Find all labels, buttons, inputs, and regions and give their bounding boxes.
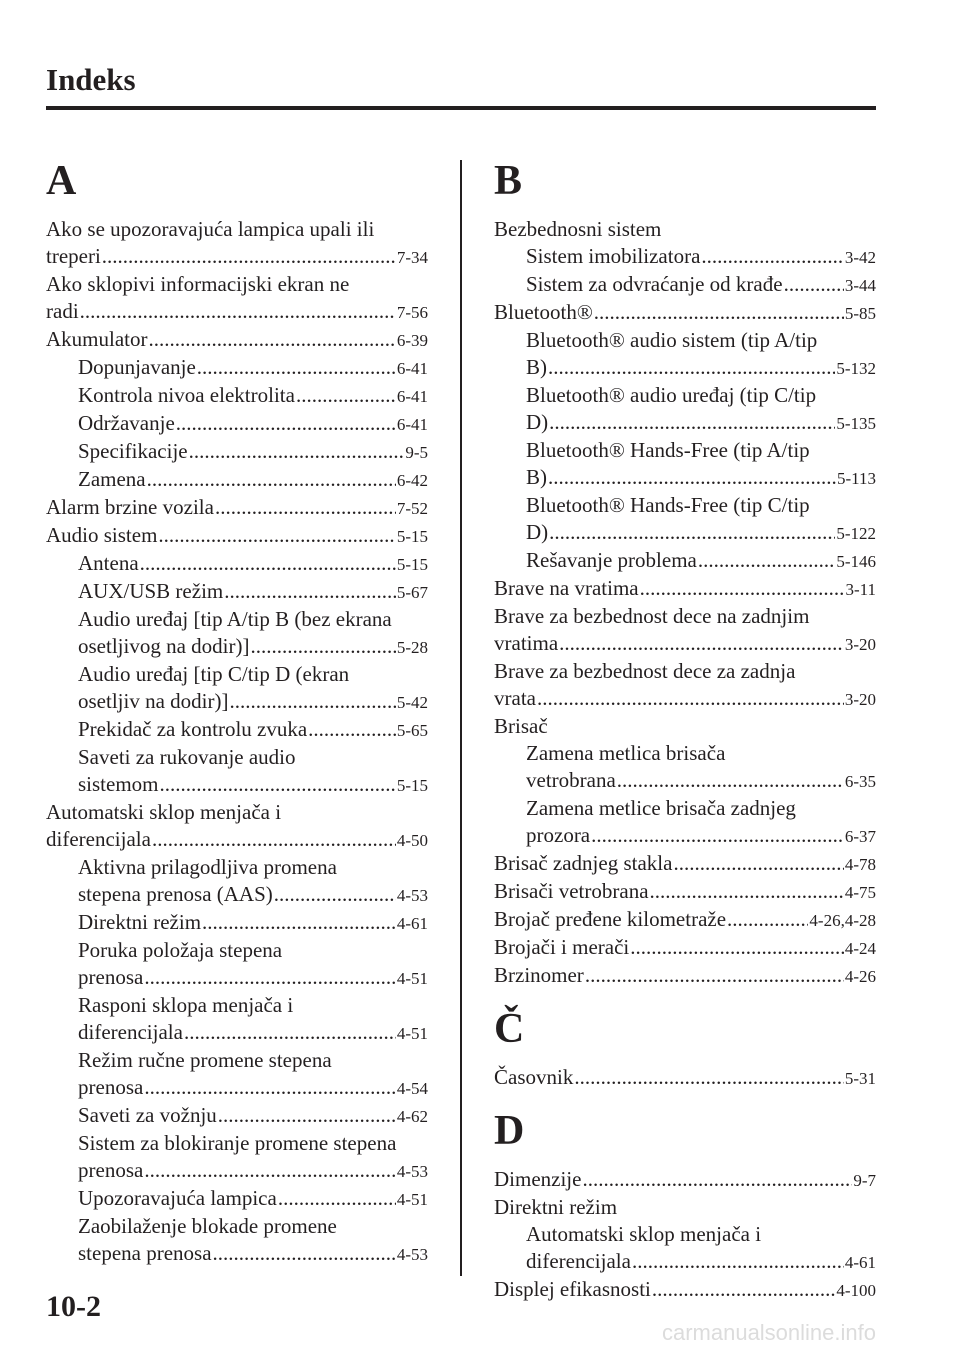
dot-leader (184, 1019, 396, 1046)
index-entry (46, 1019, 428, 1047)
index-entry (46, 243, 428, 271)
index-entry-page[interactable]: 5-146 (836, 552, 876, 571)
dot-leader (278, 1185, 396, 1212)
index-entry-line: Aktivna prilagodljiva promena (78, 855, 337, 879)
index-entry-line: Ako se upozoravajuća lampica upali ili (46, 217, 375, 241)
dot-leader (144, 1074, 396, 1101)
index-entry-page[interactable]: 4-61 (396, 914, 428, 933)
index-entry-line: Audio uređaj [tip C/tip D (ekran (78, 662, 350, 686)
index-entry (46, 298, 428, 326)
index-entry (46, 826, 428, 854)
index-entry-term: Brzinomer (494, 963, 584, 987)
index-entry-line: Zaobilaženje blokade promene (78, 1214, 337, 1238)
index-entry-page[interactable]: 4-53 (396, 886, 428, 905)
index-entry-term: Specifikacije (78, 439, 188, 463)
index-entry-page[interactable]: 4-51 (396, 969, 428, 988)
index-entry-page[interactable]: 5-67 (396, 583, 428, 602)
index-entry (46, 1074, 428, 1102)
index-entry-line: Zamena metlice brisača zadnjeg (526, 796, 796, 820)
index-entry-page[interactable]: 5-28 (396, 638, 428, 657)
index-entry (46, 578, 428, 606)
index-entry-term: Zamena (78, 467, 146, 491)
index-entry-term: vratima (494, 631, 559, 655)
index-entry-term: Saveti za vožnju (78, 1103, 217, 1127)
dot-leader (215, 494, 396, 521)
index-entry-line: Sistem za blokiranje promene stepena (78, 1131, 397, 1155)
dot-leader (152, 826, 396, 853)
index-entry (494, 409, 876, 437)
index-entry (494, 1194, 876, 1221)
index-entry-page[interactable]: 9-7 (853, 1171, 876, 1190)
index-entry-line: Automatski sklop menjača i (526, 1222, 762, 1246)
index-entry-page[interactable]: 5-15 (396, 776, 428, 795)
index-section (494, 1166, 876, 1304)
dot-leader (160, 771, 396, 798)
index-entry-line: Bluetooth® audio uređaj (tip C/tip (526, 383, 817, 407)
dot-leader (80, 298, 396, 325)
dot-leader (640, 575, 845, 602)
index-entry-term: Kontrola nivoa elektrolita (78, 383, 295, 407)
index-entry-page[interactable]: 7-56 (396, 303, 428, 322)
section-letter: A (46, 158, 77, 204)
index-entry-page[interactable]: 4-62 (396, 1107, 428, 1126)
index-entry (46, 688, 428, 716)
index-entry-page[interactable]: 6-42 (396, 471, 428, 490)
index-entry (46, 494, 428, 522)
index-entry-line: Rasponi sklopa menjača i (78, 993, 294, 1017)
index-entry (494, 713, 876, 740)
column-divider (460, 160, 462, 1276)
dot-leader (582, 1166, 852, 1193)
index-entry-term: AUX/USB režim (78, 579, 224, 603)
index-entry-term: diferencijala (46, 827, 151, 851)
index-entry (46, 881, 428, 909)
index-entry (494, 547, 876, 575)
index-entry-page[interactable]: 6-39 (396, 331, 428, 350)
index-entry (46, 716, 428, 744)
index-entry-term: Alarm brzine vozila (46, 495, 214, 519)
dot-leader (144, 964, 396, 991)
index-entry-line: Poruka položaja stepena (78, 938, 283, 962)
index-entry-page[interactable]: 4-61 (844, 1253, 876, 1272)
dot-leader (698, 547, 835, 574)
index-entry (46, 1240, 428, 1268)
dot-leader (701, 243, 843, 270)
index-entry-term: Direktni režim (78, 910, 202, 934)
index-entry-term: Bluetooth® (494, 300, 593, 324)
index-entry-page[interactable]: 5-65 (396, 721, 428, 740)
index-entry-term: sistemom (78, 772, 159, 796)
index-entry (494, 850, 876, 878)
dot-leader (197, 354, 396, 381)
index-entry-page[interactable]: 4-78 (844, 855, 876, 874)
index-entry (494, 299, 876, 327)
index-entry-term: treperi (46, 244, 101, 268)
index-entry-page[interactable]: 5-31 (844, 1069, 876, 1088)
index-entry-term: osetljivog na dodir)] (78, 634, 250, 658)
index-entry-term: Časovnik (494, 1065, 574, 1089)
dot-leader (632, 1248, 844, 1275)
index-entry (494, 822, 876, 850)
index-entry (494, 216, 876, 243)
index-entry (494, 630, 876, 658)
index-section (494, 216, 876, 990)
index-entry (494, 464, 876, 492)
index-entry-page[interactable]: 3-44 (844, 276, 876, 295)
index-entry-term: B) (526, 355, 547, 379)
index-entry-term: prenosa (78, 1158, 144, 1182)
index-entry-term: Bezbednosni sistem (494, 217, 662, 241)
index-entry (46, 1102, 428, 1130)
index-entry-page[interactable]: 5-132 (836, 359, 876, 378)
index-entry-page[interactable]: 3-11 (845, 580, 876, 599)
index-entry-line: Zamena metlica brisača (526, 741, 726, 765)
index-entry-term: Dimenzije (494, 1167, 582, 1191)
dot-leader (673, 850, 843, 877)
index-entry-term: Brave na vratima (494, 576, 639, 600)
index-entry-page[interactable]: 4-51 (396, 1024, 428, 1043)
dot-leader (727, 906, 808, 933)
index-entry-line: Brave za bezbednost dece za zadnja (494, 659, 796, 683)
index-entry-term: Dopunjavanje (78, 355, 196, 379)
dot-leader (224, 578, 396, 605)
index-entry-page[interactable]: 6-41 (396, 387, 428, 406)
dot-leader (176, 410, 396, 437)
index-entry-page[interactable]: 4-53 (396, 1162, 428, 1181)
index-entry-line: Ako sklopivi informacijski ekran ne (46, 272, 350, 296)
index-entry-term: radi (46, 299, 79, 323)
index-entry (46, 964, 428, 992)
index-entry-page[interactable]: 3-20 (844, 635, 876, 654)
index-entry (46, 909, 428, 937)
index-entry-term: Sistem za odvraćanje od krađe (526, 272, 783, 296)
index-entry-term: diferencijala (526, 1249, 631, 1273)
index-entry-term: B) (526, 465, 547, 489)
index-entry-line: Bluetooth® Hands-Free (tip C/tip (526, 493, 810, 517)
index-entry-page[interactable]: 5-113 (836, 469, 876, 488)
index-entry-term: stepena prenosa (78, 1241, 212, 1265)
index-entry (46, 354, 428, 382)
index-entry-page[interactable]: 4-53 (396, 1245, 428, 1264)
dot-leader (548, 354, 835, 381)
index-entry-term: Brisač (494, 714, 548, 738)
index-entry-page[interactable]: 5-15 (396, 555, 428, 574)
index-entry-term: Brisači vetrobrana (494, 879, 649, 903)
index-entry (494, 575, 876, 603)
dot-leader (585, 962, 844, 989)
index-entry-page[interactable]: 5-135 (836, 414, 876, 433)
index-entry-line: Bluetooth® Hands-Free (tip A/tip (526, 438, 810, 462)
dot-leader (202, 909, 396, 936)
index-entry (494, 1276, 876, 1304)
dot-leader (591, 822, 844, 849)
dot-leader (630, 934, 844, 961)
dot-leader (296, 382, 396, 409)
index-entry-term: Antena (78, 551, 139, 575)
index-entry (46, 438, 428, 466)
index-entry-line: Bluetooth® audio sistem (tip A/tip (526, 328, 818, 352)
index-entry-page[interactable]: 4-51 (396, 1190, 428, 1209)
index-entry-line: Saveti za rukovanje audio (78, 745, 296, 769)
index-entry-term: D) (526, 520, 549, 544)
index-entry-term: Direktni režim (494, 1195, 618, 1219)
index-entry-term: vetrobrana (526, 768, 616, 792)
index-entry-line: Audio uređaj [tip A/tip B (bez ekrana (78, 607, 392, 631)
dot-leader (549, 409, 835, 436)
index-entry-term: D) (526, 410, 549, 434)
index-entry-term: Prekidač za kontrolu zvuka (78, 717, 308, 741)
index-entry (494, 685, 876, 713)
index-entry-page[interactable]: 4-75 (844, 883, 876, 902)
dot-leader (250, 633, 395, 660)
index-entry-term: Akumulator (46, 327, 148, 351)
section-letter: Č (494, 1006, 525, 1052)
index-entry-page[interactable]: 6-41 (396, 415, 428, 434)
index-entry-page[interactable]: 3-20 (844, 690, 876, 709)
dot-leader (549, 519, 835, 546)
index-entry (46, 1185, 428, 1213)
index-entry-term: Brojač pređene kilometraže (494, 907, 727, 931)
index-entry (494, 519, 876, 547)
index-entry-term: Sistem imobilizatora (526, 244, 701, 268)
index-entry (46, 1157, 428, 1185)
index-entry-term: prenosa (78, 965, 144, 989)
index-entry-term: Brisač zadnjeg stakla (494, 851, 673, 875)
dot-leader (144, 1157, 396, 1184)
dot-leader (218, 1102, 396, 1129)
dot-leader (148, 326, 395, 353)
dot-leader (537, 685, 844, 712)
dot-leader (229, 688, 395, 715)
index-section (46, 216, 428, 1268)
footer-page-number: 10-2 (46, 1290, 101, 1323)
dot-leader (213, 1240, 396, 1267)
index-entry (46, 466, 428, 494)
index-entry (46, 522, 428, 550)
index-entry-page[interactable]: 4-26,4-28 (809, 911, 876, 930)
index-section (494, 1064, 876, 1092)
dot-leader (652, 1276, 835, 1303)
index-entry-page[interactable]: 5-42 (396, 693, 428, 712)
index-entry-term: Brojači i merači (494, 935, 630, 959)
index-entry (46, 410, 428, 438)
dot-leader (548, 464, 836, 491)
index-entry-term: prenosa (78, 1075, 144, 1099)
dot-leader (784, 271, 844, 298)
index-entry-term: stepena prenosa (AAS) (78, 882, 273, 906)
index-entry-term: vrata (494, 686, 536, 710)
index-entry-line: Režim ručne promene stepena (78, 1048, 332, 1072)
dot-leader (274, 881, 396, 908)
index-entry (494, 271, 876, 299)
index-entry-page[interactable]: 5-122 (836, 524, 876, 543)
dot-leader (158, 522, 395, 549)
index-entry-page[interactable]: 4-100 (836, 1281, 876, 1300)
index-entry-page[interactable]: 4-50 (396, 831, 428, 850)
index-entry-page[interactable]: 5-85 (844, 304, 876, 323)
index-entry-page[interactable]: 6-35 (844, 772, 876, 791)
index-entry-page[interactable]: 6-41 (396, 359, 428, 378)
header-rule (46, 106, 876, 110)
index-entry-page[interactable]: 4-24 (844, 939, 876, 958)
index-entry-page[interactable]: 7-52 (396, 499, 428, 518)
index-entry (46, 550, 428, 578)
index-entry-page[interactable]: 5-15 (396, 527, 428, 546)
index-column-right (494, 160, 876, 1308)
index-entry-line: Automatski sklop menjača i (46, 800, 282, 824)
index-entry-line: Brave za bezbednost dece na zadnjim (494, 604, 810, 628)
dot-leader (147, 466, 396, 493)
section-letter: B (494, 158, 523, 204)
index-entry-page[interactable]: 4-54 (396, 1079, 428, 1098)
dot-leader (189, 438, 405, 465)
index-entry-term: Displej efikasnosti (494, 1277, 651, 1301)
dot-leader (594, 299, 844, 326)
dot-leader (140, 550, 396, 577)
index-entry (494, 934, 876, 962)
index-column-left (46, 160, 428, 1272)
index-entry-term: Održavanje (78, 411, 175, 435)
index-entry (494, 1064, 876, 1092)
dot-leader (559, 630, 844, 657)
dot-leader (102, 243, 396, 270)
index-entry-term: Rešavanje problema (526, 548, 697, 572)
index-entry (46, 382, 428, 410)
dot-leader (617, 767, 844, 794)
index-entry-page[interactable]: 4-26 (844, 967, 876, 986)
index-entry-page[interactable]: 7-34 (396, 248, 428, 267)
index-entry (494, 243, 876, 271)
index-entry (494, 354, 876, 382)
index-entry (494, 962, 876, 990)
index-entry (494, 906, 876, 934)
page-title: Indeks (46, 62, 136, 97)
index-entry-term: osetljiv na dodir)] (78, 689, 229, 713)
index-entry-page[interactable]: 6-37 (844, 827, 876, 846)
watermark: carmanualsonline.info (661, 1320, 876, 1345)
dot-leader (308, 716, 396, 743)
index-entry-term: Audio sistem (46, 523, 158, 547)
index-entry (46, 633, 428, 661)
index-entry (494, 1166, 876, 1194)
index-entry (494, 1248, 876, 1276)
index-entry-term: diferencijala (78, 1020, 183, 1044)
index-entry-term: Upozoravajuća lampica (78, 1186, 277, 1210)
index-entry-page[interactable]: 9-5 (405, 443, 428, 462)
index-entry (494, 878, 876, 906)
index-entry (46, 771, 428, 799)
index-entry (46, 326, 428, 354)
dot-leader (650, 878, 844, 905)
section-letter: D (494, 1108, 525, 1154)
index-entry-page[interactable]: 3-42 (844, 248, 876, 267)
index-entry-term: prozora (526, 823, 591, 847)
index-entry (494, 767, 876, 795)
dot-leader (574, 1064, 843, 1091)
